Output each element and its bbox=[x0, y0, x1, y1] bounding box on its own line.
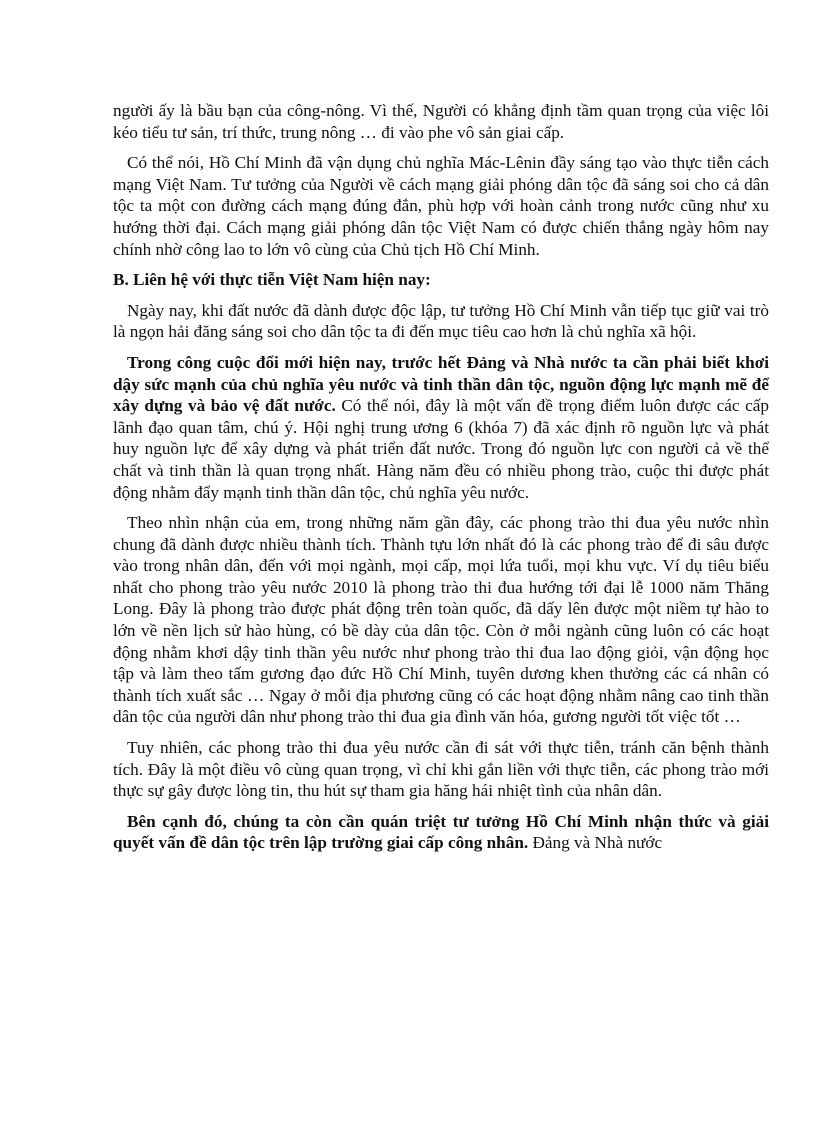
paragraph-besides-bold: Bên cạnh đó, chúng ta còn cần quán triệt tư tưởng Hồ Chí Minh nhận thức và giải quyết vấn đề dân tộc trên lập trường giai cấp công nhân. bbox=[113, 811, 769, 853]
paragraph-renovation-text: Có thể nói, đây là một vấn đề trọng điểm luôn được các cấp lãnh đạo quan tâm, chú ý. Hội nghị trung ương 6 (khóa 7) đã xác định rõ nguồn lực và phát huy nguồn lực để xây dựng và phát triển đất nước. Trong đó nguồn lực con người cả về thể chất và tinh thần là quan trọng nhất. Hàng năm đều có nhiều phong trào, cuộc thi được phát động nhằm đẩy mạnh tinh thần dân tộc, chủ nghĩa yêu nước. bbox=[113, 396, 769, 502]
paragraph-independence: Ngày nay, khi đất nước đã dành được độc lập, tư tưởng Hồ Chí Minh vẫn tiếp tục giữ vai trò là ngọn hải đăng sáng soi cho dân tộc ta đi đến mục tiêu cao hơn là chủ nghĩa xã hội. bbox=[113, 300, 769, 342]
paragraph-besides-text: Đảng và Nhà nước bbox=[528, 833, 663, 853]
paragraph-ho-chi-minh-application: Có thể nói, Hồ Chí Minh đã vận dụng chủ nghĩa Mác-Lênin đầy sáng tạo vào thực tiễn cách mạng Việt Nam. Tư tưởng của Người về cách mạng giải phóng dân tộc đã sáng soi cho cả dân tộc ta một con đường cách mạng đúng đắn, phù hợp với hoàn cảnh trong nước cũng như xu hướng thời đại. Cách mạng giải phóng dân tộc Việt Nam có được chiến thắng ngày hôm nay chính nhờ công lao to lớn vô cùng của Chủ tịch Hồ Chí Minh. bbox=[113, 153, 769, 259]
paragraph-renovation-bold: Trong công cuộc đổi mới hiện nay, trước hết Đảng và Nhà nước ta cần phải biết khơi dậy sức mạnh của chủ nghĩa yêu nước và tinh thần dân tộc, nguồn động lực mạnh mẽ để xây dựng và bảo vệ đất nước. bbox=[113, 352, 769, 416]
section-b-heading: B. Liên hệ với thực tiễn Việt Nam hiện nay: bbox=[113, 270, 431, 290]
paragraph-besides bbox=[113, 811, 769, 854]
paragraph-continuation: người ấy là bầu bạn của công-nông. Vì thế, Người có khẳng định tầm quan trọng của việc lôi kéo tiểu tư sản, trí thức, trung nông … đi vào phe vô sản giai cấp. bbox=[113, 101, 769, 142]
document-page bbox=[113, 100, 769, 863]
paragraph-emulation-movements: Theo nhìn nhận của em, trong những năm gần đây, các phong trào thi đua yêu nước nhìn chung đã dành được nhiều thành tích. Thành tựu lớn nhất đó là các phong trào để đi sâu được vào trong nhân dân, đến với mọi ngành, mọi cấp, mọi lứa tuổi, mọi khu vực. Ví dụ tiêu biểu nhất cho phong trào yêu nước 2010 là phong trào thi đua hướng tới đại lễ 1000 năm Thăng Long. Đây là phong trào được phát động trên toàn quốc, đã dấy lên được một niềm tự hào to lớn về nền lịch sử hào hùng, có bề dày của dân tộc. Còn ở mỗi ngành cũng luôn có các hoạt động nhằm khơi dậy tinh thần yêu nước như phong trào thi đua lao động giỏi, vận động học tập và làm theo tấm gương đạo đức Hồ Chí Minh, tuyên dương khen thưởng các cá nhân có thành tích xuất sắc … Ngay ở mỗi địa phương cũng có các hoạt động nhằm nâng cao tinh thần dân tộc của người dân như phong trào thi đua gia đình văn hóa, gương người tốt việc tốt … bbox=[113, 513, 769, 727]
paragraph-renovation bbox=[113, 352, 769, 503]
paragraph-however: Tuy nhiên, các phong trào thi đua yêu nước cần đi sát với thực tiễn, tránh căn bệnh thành tích. Đây là một điều vô cùng quan trọng, vì chỉ khi gắn liền với thực tiễn, các phong trào mới thực sự gây được lòng tin, thu hút sự tham gia hăng hái nhiệt tình của nhân dân. bbox=[113, 738, 769, 801]
